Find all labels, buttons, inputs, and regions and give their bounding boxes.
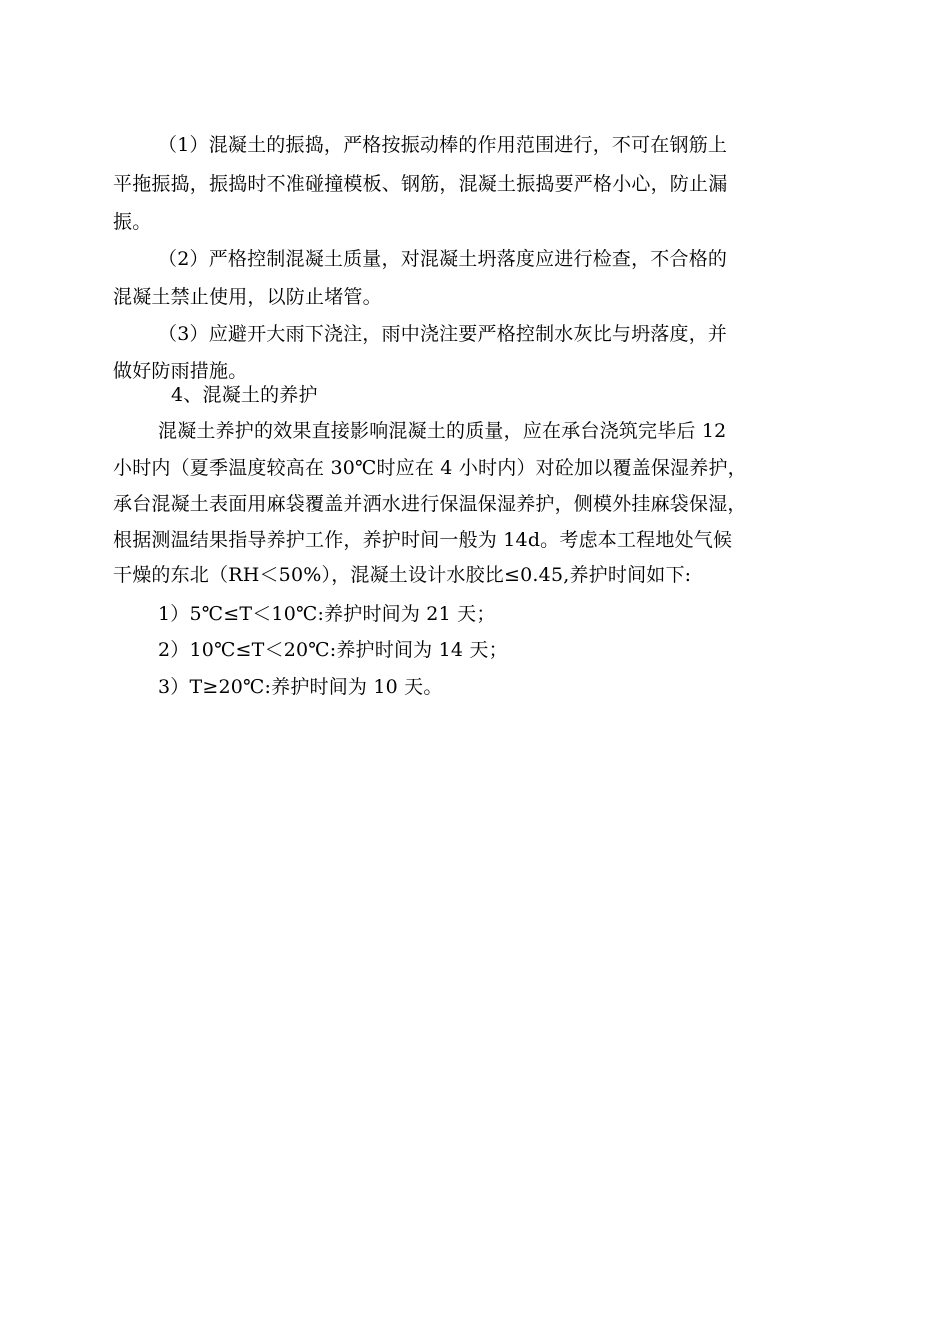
paragraph-item-2-line-1: （2）严格控制混凝土质量，对混凝土坍落度应进行检查，不合格的	[158, 248, 728, 270]
curing-text-line-1: 混凝土养护的效果直接影响混凝土的质量，应在承台浇筑完毕后 12	[158, 420, 727, 442]
curing-text-line-2: 小时内（夏季温度较高在 30℃时应在 4 小时内）对砼加以覆盖保湿养护，	[113, 457, 747, 479]
paragraph-item-3-line-2: 做好防雨措施。	[113, 360, 248, 382]
curing-item-1: 1）5℃≤T＜10℃:养护时间为 21 天；	[158, 603, 496, 625]
curing-item-2: 2）10℃≤T＜20℃:养护时间为 14 天；	[158, 639, 508, 661]
section-heading: 4、混凝土的养护	[171, 384, 318, 406]
paragraph-item-2-line-2: 混凝土禁止使用，以防止堵管。	[113, 286, 382, 308]
curing-item-3: 3）T≥20℃:养护时间为 10 天。	[158, 676, 443, 698]
paragraph-item-1-line-2: 平拖振捣，振捣时不准碰撞模板、钢筋，混凝土振捣要严格小心，防止漏	[113, 173, 728, 195]
paragraph-item-3-line-1: （3）应避开大雨下浇注，雨中浇注要严格控制水灰比与坍落度，并	[158, 323, 728, 345]
curing-text-line-5: 干燥的东北（RH＜50%），混凝土设计水胶比≤0.45,养护时间如下:	[113, 564, 692, 586]
curing-text-line-4: 根据测温结果指导养护工作，养护时间一般为 14d。考虑本工程地处气候	[113, 529, 733, 551]
paragraph-item-1-line-3: 振。	[113, 211, 152, 233]
curing-text-line-3: 承台混凝土表面用麻袋覆盖并洒水进行保温保湿养护，侧模外挂麻袋保湿，	[113, 493, 747, 515]
paragraph-item-1-line-1: （1）混凝土的振捣，严格按振动棒的作用范围进行，不可在钢筋上	[158, 134, 728, 156]
